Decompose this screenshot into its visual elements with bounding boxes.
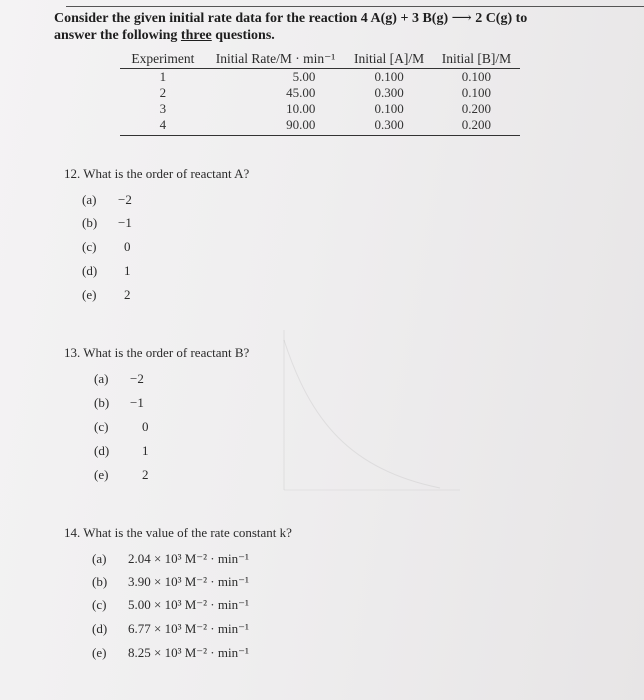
option-value: 1 <box>142 443 149 458</box>
header-experiment: Experiment <box>120 49 206 69</box>
option-e[interactable] <box>82 287 131 303</box>
table-row <box>120 117 520 136</box>
cell-a: 0.300 <box>345 117 432 136</box>
option-d[interactable] <box>94 443 149 459</box>
question-13 <box>64 345 250 482</box>
option-d[interactable] <box>92 621 249 637</box>
rate-data-table <box>120 49 520 136</box>
option-a[interactable] <box>82 192 132 208</box>
option-letter: (d) <box>92 621 108 636</box>
option-letter: (b) <box>92 574 108 589</box>
cell-a: 0.300 <box>374 85 404 100</box>
cell-experiment: 4 <box>120 117 206 136</box>
question-12-stem: 12. What is the order of reactant A? <box>64 166 250 181</box>
cell-b: 0.200 <box>461 101 492 116</box>
header-initial-rate: Initial Rate/M · min⁻¹ <box>206 49 346 69</box>
option-d[interactable] <box>82 263 131 279</box>
option-a[interactable] <box>92 551 249 567</box>
option-value: 5.00 × 10³ M⁻² · min⁻¹ <box>128 597 249 612</box>
option-letter: (a) <box>92 551 107 566</box>
cell-rate: 5.00 <box>292 69 316 84</box>
intro-text <box>54 10 614 44</box>
intro-line-1 <box>54 10 614 27</box>
top-rule <box>66 6 644 7</box>
option-letter: (e) <box>94 467 109 482</box>
option-value: 0 <box>124 239 131 254</box>
option-letter: (d) <box>82 263 98 278</box>
header-initial-b: Initial [B]/M <box>433 49 520 69</box>
option-value: 8.25 × 10³ M⁻² · min⁻¹ <box>128 645 249 660</box>
intro-line-1-b: 2 C(g) to <box>475 11 528 26</box>
option-value: −2 <box>130 371 144 386</box>
question-14 <box>64 525 292 660</box>
option-e[interactable] <box>92 645 249 661</box>
option-value: −1 <box>118 215 132 230</box>
cell-a: 0.100 <box>374 69 404 84</box>
cell-rate: 90.00 <box>206 117 346 136</box>
option-b[interactable] <box>82 215 132 231</box>
cell-rate: 10.00 <box>286 101 316 116</box>
option-value: −2 <box>118 192 132 207</box>
question-12 <box>64 166 250 302</box>
option-letter: (b) <box>82 215 98 230</box>
option-letter: (e) <box>82 287 97 302</box>
option-letter: (b) <box>94 395 110 410</box>
option-letter: (c) <box>94 419 109 434</box>
option-letter: (e) <box>92 645 107 660</box>
cell-experiment: 2 <box>159 85 167 100</box>
option-value: 2.04 × 10³ M⁻² · min⁻¹ <box>128 551 249 566</box>
option-value: −1 <box>130 395 144 410</box>
question-14-stem: 14. What is the value of the rate constant k? <box>64 525 292 540</box>
option-a[interactable] <box>94 371 144 387</box>
table-row <box>120 69 520 86</box>
intro-line-1-a: Consider the given initial rate data for the reaction 4 A(g) + 3 B(g) <box>54 11 449 26</box>
option-value: 1 <box>124 263 131 278</box>
intro-underlined-three: three <box>180 28 212 43</box>
option-value: 0 <box>142 419 149 434</box>
cell-experiment: 3 <box>159 101 167 116</box>
reaction-arrow: ⟶ <box>451 11 472 26</box>
table-row <box>120 101 520 117</box>
option-c[interactable] <box>92 597 249 613</box>
option-b[interactable] <box>94 395 144 411</box>
option-letter: (c) <box>82 239 97 254</box>
option-letter: (d) <box>94 443 110 458</box>
option-letter: (a) <box>82 192 97 207</box>
intro-line-2 <box>54 27 614 44</box>
option-letter: (c) <box>92 597 107 612</box>
option-value: 2 <box>124 287 131 302</box>
option-e[interactable] <box>94 467 149 483</box>
table-row <box>120 85 520 101</box>
option-c[interactable] <box>94 419 149 435</box>
intro-line-2-b: questions. <box>211 28 275 43</box>
cell-rate: 45.00 <box>286 85 316 100</box>
cell-b: 0.100 <box>461 69 492 84</box>
option-c[interactable] <box>82 239 131 255</box>
cell-b: 0.100 <box>461 85 492 100</box>
option-value: 3.90 × 10³ M⁻² · min⁻¹ <box>128 574 249 589</box>
question-13-stem: 13. What is the order of reactant B? <box>64 345 250 360</box>
option-letter: (a) <box>94 371 109 386</box>
cell-experiment: 1 <box>159 69 167 84</box>
header-initial-a: Initial [A]/M <box>345 49 432 69</box>
option-value: 2 <box>142 467 149 482</box>
cell-a: 0.100 <box>374 101 404 116</box>
option-value: 6.77 × 10³ M⁻² · min⁻¹ <box>128 621 249 636</box>
option-b[interactable] <box>92 574 249 590</box>
cell-b: 0.200 <box>433 117 520 136</box>
intro-line-2-a: answer the following <box>54 28 181 43</box>
